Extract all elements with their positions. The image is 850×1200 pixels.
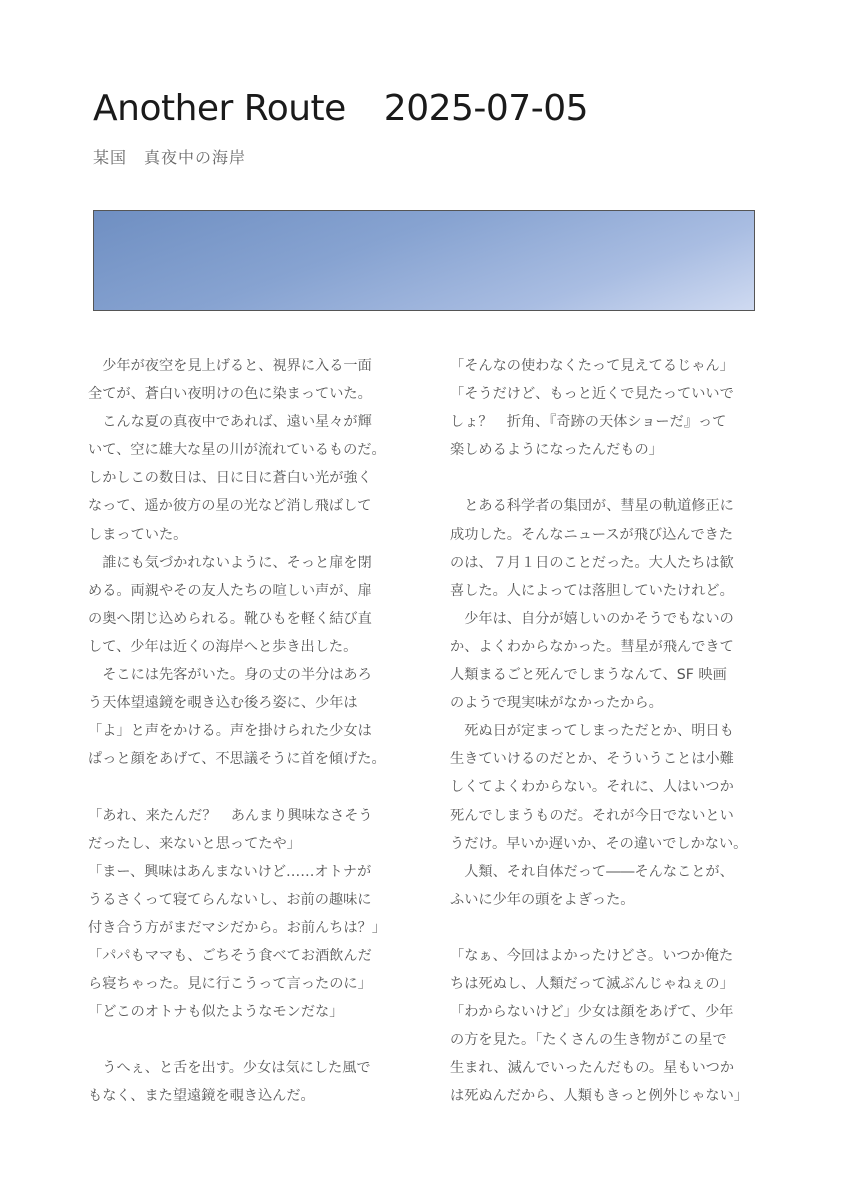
- text-line: しくてよくわからない。それに、人はいつか: [450, 779, 734, 796]
- text-column-left: [88, 352, 396, 1111]
- text-line: か、よくわからなかった。彗星が飛んできて: [450, 638, 734, 655]
- text-line: 全てが、蒼白い夜明けの色に染まっていた。: [88, 386, 372, 403]
- page-date: 2025-07-05: [383, 88, 589, 129]
- text-line: 死ぬ日が定まってしまっただとか、明日も: [450, 723, 734, 740]
- text-line: こんな夏の真夜中であれば、遠い星々が輝: [88, 414, 372, 431]
- text-line: いて、空に雄大な星の川が流れているものだ。: [88, 442, 386, 459]
- text-line: [450, 464, 758, 492]
- text-line: しかしこの数日は、日に日に蒼白い光が強く: [88, 470, 372, 487]
- text-line: の方を見た。「たくさんの生き物がこの星で: [450, 1032, 727, 1049]
- text-line: 人類まるごと死んでしまうなんて、SF 映画: [450, 667, 727, 684]
- text-line: しまっていた。: [88, 526, 188, 543]
- text-line: [88, 773, 396, 801]
- text-line: 少年は、自分が嬉しいのかそうでもないの: [450, 610, 734, 627]
- text-line: 生まれ、滅んでいったんだもの。星もいつか: [450, 1060, 735, 1077]
- text-line: 「あれ、来たんだ？ あんまり興味なさそう: [88, 807, 373, 824]
- text-line: そこには先客がいた。身の丈の半分はあろ: [88, 667, 372, 684]
- text-line: の奥へ閉じ込められる。靴ひもを軽く結び直: [88, 610, 372, 627]
- text-line: ぱっと顔をあげて、不思議そうに首を傾げた。: [88, 751, 386, 768]
- text-line: 「まー、興味はあんまないけど……オトナが: [88, 863, 372, 880]
- header-banner-image: [93, 210, 755, 311]
- text-line: 生きていけるのだとか、そういうことは小難: [450, 751, 734, 768]
- title-row: [93, 88, 588, 140]
- text-line: もなく、また望遠鏡を覗き込んだ。: [88, 1088, 315, 1105]
- text-line: 「よ」と声をかける。声を掛けられた少女は: [88, 723, 372, 740]
- text-line: は死ぬんだから、人類もきっと例外じゃない」: [450, 1088, 748, 1105]
- text-line: とある科学者の集団が、彗星の軌道修正に: [450, 498, 734, 515]
- text-line: [450, 914, 758, 942]
- text-line: だったし、来ないと思ってたや」: [88, 835, 301, 852]
- text-line: して、少年は近くの海岸へと歩き出した。: [88, 638, 358, 655]
- text-line: 喜した。人によっては落胆していたけれど。: [450, 582, 734, 599]
- text-line: ら寝ちゃった。見に行こうって言ったのに」: [88, 976, 372, 993]
- text-line: うるさくって寝てらんないし、お前の趣味に: [88, 891, 372, 908]
- text-line: 「パパもママも、ごちそう食べてお酒飲んだ: [88, 947, 372, 964]
- text-line: のは、７月１日のことだった。大人たちは歓: [450, 554, 734, 571]
- text-line: なって、遥か彼方の星の光など消し飛ばして: [88, 498, 372, 515]
- text-line: うだけ。早いか遅いか、その違いでしかない。: [450, 835, 748, 852]
- text-line: 付き合う方がまだマシだから。お前んちは？」: [88, 919, 386, 936]
- text-line: 「そうだけど、もっと近くで見たっていいで: [450, 386, 734, 403]
- text-line: 楽しめるようになったんだもの」: [450, 442, 663, 459]
- text-line: 人類、それ自体だって――そんなことが、: [450, 863, 734, 880]
- text-line: 少年が夜空を見上げると、視界に入る一面: [88, 358, 372, 374]
- text-line: しょ？ 折角、『奇跡の天体ショーだ』って: [450, 414, 727, 431]
- text-line: う天体望遠鏡を覗き込む後ろ姿に、少年は: [88, 695, 358, 712]
- text-line: のようで現実味がなかったから。: [450, 695, 663, 712]
- text-line: [88, 1026, 396, 1054]
- text-line: 「なぁ、今回はよかったけどさ。いつか俺た: [450, 947, 734, 964]
- page-title: Another Route: [93, 88, 346, 129]
- text-line: ちは死ぬし、人類だって滅ぶんじゃねぇの」: [450, 976, 734, 993]
- text-line: うへぇ、と舌を出す。少女は気にした風で: [88, 1060, 371, 1077]
- text-line: める。両親やその友人たちの喧しい声が、扉: [88, 582, 372, 599]
- page-subtitle: 某国 真夜中の海岸: [93, 148, 247, 167]
- text-line: 誰にも気づかれないように、そっと扉を閉: [88, 554, 372, 571]
- text-line: 「わからないけど」少女は顔をあげて、少年: [450, 1004, 734, 1021]
- text-line: 「そんなの使わなくたって見えてるじゃん」: [450, 358, 734, 374]
- text-line: 死んでしまうものだ。それが今日でないとい: [450, 807, 734, 824]
- text-line: ふいに少年の頭をよぎった。: [450, 891, 635, 908]
- text-line: 「どこのオトナも似たようなモンだな」: [88, 1004, 344, 1021]
- text-column-right: [450, 352, 758, 1111]
- text-line: 成功した。そんなニュースが飛び込んできた: [450, 526, 734, 543]
